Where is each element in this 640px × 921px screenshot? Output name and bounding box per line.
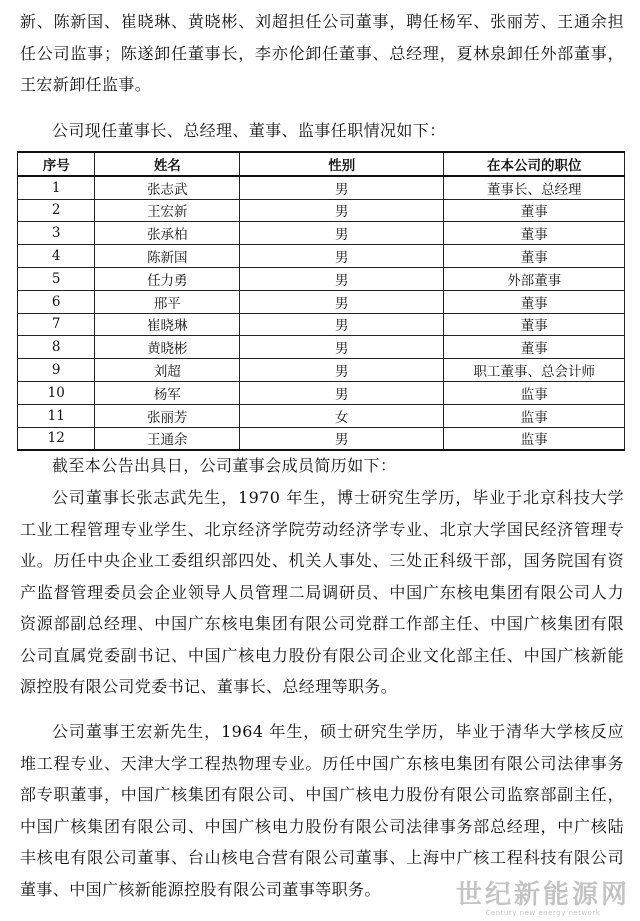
paragraph-table-intro: 公司现任董事长、总经理、董事、监事任职情况如下： <box>52 121 446 140</box>
cell-number: 7 <box>18 313 95 336</box>
cell-name: 邢平 <box>95 290 240 313</box>
table-row <box>18 290 625 313</box>
cell-number: 2 <box>18 199 95 222</box>
cell-name: 王通余 <box>95 427 240 450</box>
cell-gender: 男 <box>240 176 444 199</box>
cell-position: 董事 <box>444 245 625 268</box>
cell-name: 张丽芳 <box>95 404 240 427</box>
cell-number: 6 <box>18 290 95 313</box>
cell-number: 9 <box>18 359 95 382</box>
paragraph-chairman-resume: 公司董事长张志武先生，1970 年生，博士研究生学历，毕业于北京科技大学工业工程管理专业学生、北京经济学院劳动经济学专业、北京大学国民经济管理专业。历任中央企业工委组织部四处、机关人事处、三处正科级干部，国务院国有资产监督管理委员会企业领导人员管理二局调研员、中国广东核电集团有限公司人力资源部副总经理、中国广东核电集团有限公司党群工作部主任、中国广核集团有限公司直属党委副书记、中国广核电力股份有限公司企业文化部主任、中国广核新能源控股有限公司党委书记、董事长、总经理等职务。 <box>20 488 624 696</box>
cell-name: 黄晓彬 <box>95 336 240 359</box>
cell-gender: 女 <box>240 404 444 427</box>
table-header-row <box>18 152 625 176</box>
paragraph-board-changes: 新、陈新国、崔晓琳、黄晓彬、刘超担任公司董事，聘任杨军、张丽芳、王通余担任公司监事；陈遂卸任董事长，李亦伦卸任董事、总经理，夏林泉卸任外部董事，王宏新卸任监事。 <box>20 12 624 94</box>
cell-position: 外部董事 <box>444 267 625 290</box>
table-row <box>18 267 625 290</box>
watermark-title: 世纪新能源网 <box>455 880 630 910</box>
header-position: 在本公司的职位 <box>444 152 625 176</box>
header-gender: 性别 <box>240 152 444 176</box>
cell-gender: 男 <box>240 336 444 359</box>
cell-position: 董事 <box>444 222 625 245</box>
cell-number: 1 <box>18 176 95 199</box>
table-row <box>18 199 625 222</box>
cell-gender: 男 <box>240 313 444 336</box>
cell-number: 4 <box>18 245 95 268</box>
cell-position: 董事 <box>444 290 625 313</box>
cell-gender: 男 <box>240 245 444 268</box>
cell-number: 11 <box>18 404 95 427</box>
paragraph-resume-intro: 截至本公告出具日，公司董事会成员简历如下： <box>52 456 397 475</box>
table-row <box>18 359 625 382</box>
cell-position: 董事 <box>444 336 625 359</box>
cell-gender: 男 <box>240 381 444 404</box>
cell-position: 董事 <box>444 199 625 222</box>
cell-name: 王宏新 <box>95 199 240 222</box>
header-name: 姓名 <box>95 152 240 176</box>
cell-number: 12 <box>18 427 95 450</box>
cell-number: 3 <box>18 222 95 245</box>
cell-name: 刘超 <box>95 359 240 382</box>
cell-name: 崔晓琳 <box>95 313 240 336</box>
cell-name: 杨军 <box>95 381 240 404</box>
cell-position: 职工董事、总会计师 <box>444 359 625 382</box>
cell-number: 8 <box>18 336 95 359</box>
table-row <box>18 313 625 336</box>
table-row <box>18 336 625 359</box>
cell-number: 10 <box>18 381 95 404</box>
cell-position: 董事 <box>444 313 625 336</box>
cell-name: 任力勇 <box>95 267 240 290</box>
cell-gender: 男 <box>240 222 444 245</box>
paragraph-director-resume: 公司董事王宏新先生，1964 年生，硕士研究生学历，毕业于清华大学核反应堆工程专业、天津大学工程热物理专业。历任中国广东核电集团有限公司法律事务部专职董事，中国广核集团有限公司、中国广核电力股份有限公司监察部副主任，中国广核集团有限公司、中国广核电力股份有限公司法律事务部总经理，中广核陆丰核电有限公司董事、台山核电合营有限公司董事、上海中广核工程科技有限公司董事、中国广核新能源控股有限公司董事等职务。 <box>20 722 624 899</box>
watermark-subtitle: Century new energy network <box>485 909 601 917</box>
cell-name: 张承柏 <box>95 222 240 245</box>
cell-position: 监事 <box>444 427 625 450</box>
table-row <box>18 427 625 450</box>
cell-position: 董事长、总经理 <box>444 176 625 199</box>
cell-position: 监事 <box>444 404 625 427</box>
table-row <box>18 381 625 404</box>
table-row <box>18 176 625 199</box>
cell-gender: 男 <box>240 267 444 290</box>
cell-name: 张志武 <box>95 176 240 199</box>
table-row <box>18 404 625 427</box>
cell-gender: 男 <box>240 290 444 313</box>
cell-position: 监事 <box>444 381 625 404</box>
cell-name: 陈新国 <box>95 245 240 268</box>
table-row <box>18 245 625 268</box>
table-row <box>18 222 625 245</box>
cell-gender: 男 <box>240 199 444 222</box>
cell-gender: 男 <box>240 359 444 382</box>
header-number: 序号 <box>18 152 95 176</box>
board-members-table <box>17 151 625 451</box>
cell-gender: 男 <box>240 427 444 450</box>
cell-number: 5 <box>18 267 95 290</box>
